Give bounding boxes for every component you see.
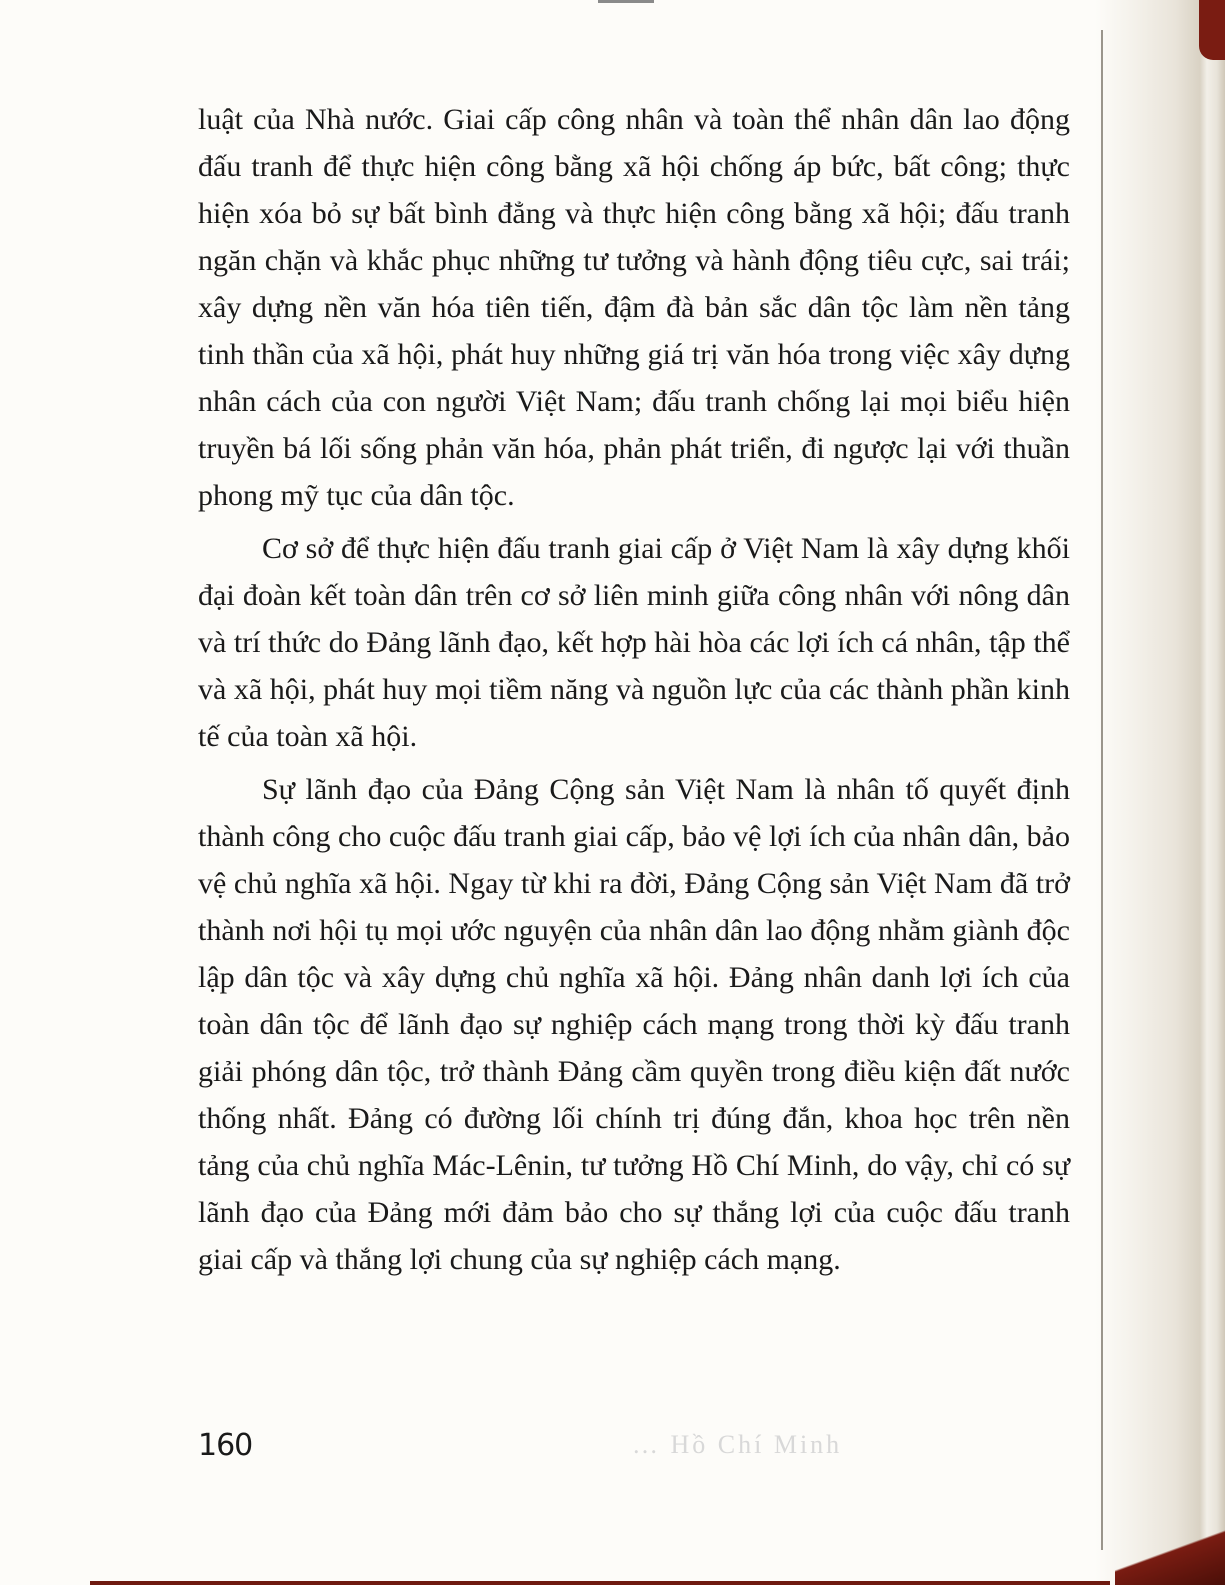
- page-spine-edge: [1095, 0, 1225, 1585]
- paragraph-2: Cơ sở để thực hiện đấu tranh giai cấp ở Việt Nam là xây dựng khối đại đoàn kết toàn dân trên cơ sở liên minh giữa công nhân với nông dân và trí thức do Đảng lãnh đạo, kết hợp hài hòa các lợi ích cá nhân, tập thể và xã hội, phát huy mọi tiềm năng và nguồn lực của các thành phần kinh tế của toàn xã hội.: [198, 532, 1070, 753]
- paragraph-3: Sự lãnh đạo của Đảng Cộng sản Việt Nam là nhân tố quyết định thành công cho cuộc đấu tranh giai cấp, bảo vệ lợi ích của nhân dân, bảo vệ chủ nghĩa xã hội. Ngay từ khi ra đời, Đảng Cộng sản Việt Nam đã trở thành nơi hội tụ mọi ước nguyện của nhân dân lao động nhằm giành độc lập dân tộc và xây dựng chủ nghĩa xã hội. Đảng nhân danh lợi ích của toàn dân tộc để lãnh đạo sự nghiệp cách mạng trong thời kỳ đấu tranh giải phóng dân tộc, trở thành Đảng cầm quyền trong điều kiện đất nước thống nhất. Đảng có đường lối chính trị đúng đắn, khoa học trên nền tảng của chủ nghĩa Mác-Lênin, tư tưởng Hồ Chí Minh, do vậy, chỉ có sự lãnh đạo của Đảng mới đảm bảo cho sự thắng lợi của cuộc đấu tranh giai cấp và thắng lợi chung của sự nghiệp cách mạng.: [198, 773, 1070, 1276]
- book-cover-corner-bottom: [1115, 1515, 1225, 1585]
- page-edge-line: [1101, 30, 1103, 1550]
- body-text: [198, 96, 1070, 1283]
- paragraph-1: luật của Nhà nước. Giai cấp công nhân và toàn thể nhân dân lao động đấu tranh để thực hiện công bằng xã hội chống áp bức, bất công; thực hiện xóa bỏ sự bất bình đẳng và thực hiện công bằng xã hội; đấu tranh ngăn chặn và khắc phục những tư tưởng và hành động tiêu cực, sai trái; xây dựng nền văn hóa tiên tiến, đậm đà bản sắc dân tộc làm nền tảng tinh thần của xã hội, phát huy những giá trị văn hóa trong việc xây dựng nhân cách của con người Việt Nam; đấu tranh chống lại mọi biểu hiện truyền bá lối sống phản văn hóa, phản phát triển, đi ngược lại với thuần phong mỹ tục của dân tộc.: [198, 103, 1070, 512]
- top-edge-mark: [598, 0, 654, 3]
- bottom-cover-strip: [90, 1581, 1110, 1585]
- page-number: 160: [198, 1428, 253, 1463]
- footer-watermark: … Hồ Chí Minh: [632, 1430, 843, 1459]
- book-cover-corner-top: [1199, 0, 1225, 60]
